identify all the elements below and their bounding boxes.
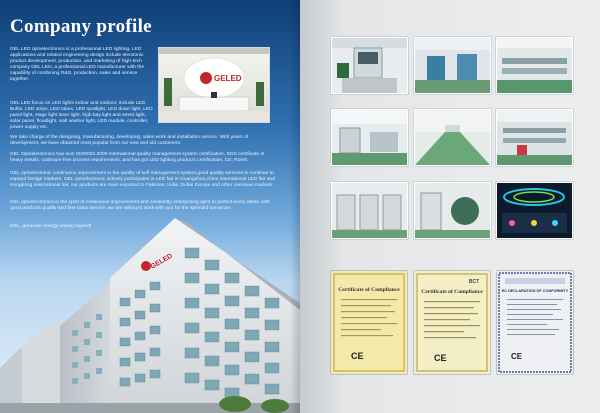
factory-photo-machine <box>331 37 408 94</box>
certificate-of-compliance-1 <box>331 271 407 374</box>
factory-photo-assembly <box>496 109 573 166</box>
cert-heading: EC DECLARATION OF CONFORMITY <box>501 289 569 293</box>
factory-photo-showroom <box>496 182 573 239</box>
cert-heading: Certificate of Compliance <box>338 287 400 293</box>
profile-paragraph: GEL, generate energy-saving legend! <box>10 224 92 229</box>
profile-paragraph: GEL LED focus on LED lights indoor and outdoor, include LED Bulbs, LED strips, LED tubes, LED spotlight, LED down light, LED panel light, stage light laser light, high bay light and street light, solar panel, floodlight, wall washer light, LED module, controller, power supply etc. <box>10 101 153 130</box>
profile-paragraph: GEL optoelectronic continuous improvement in the quality of self management system,good quality services to continue to expand foreign markets. GEL optoelectronic actively participates in LED fair in Guangzhou,china international LED fair and Hongkong international fair, our products are main exported to Pakistan, India, Dubai Europe and other overseas markets. <box>10 171 275 188</box>
profile-paragraph: GEL LED optoelectronics is a professional LED lighting, LED applications and related engineering design include electronic product development, production, and marketing of high-tech company GEL LED, a professional LED manufacturer with the capability of combining R&D, production, sales and service together. <box>10 47 145 82</box>
building-logo: GELED <box>149 252 174 271</box>
profile-paragraph: We take charge of the designing, manufacturing, developing, sales work and installation service. With years of development, we have obtained most popular from our new and old customers. <box>10 135 249 146</box>
facility-photos-page <box>300 0 600 413</box>
ec-declaration-of-conformity <box>497 271 573 374</box>
page-title: Company profile <box>10 16 152 37</box>
ce-mark: CE <box>434 353 447 363</box>
factory-photo-integrating-sphere <box>414 182 491 239</box>
factory-photo-warehouse <box>331 109 408 166</box>
certificate-of-compliance-2 <box>414 271 490 374</box>
reception-photo <box>158 47 270 123</box>
factory-photo-workshop <box>414 37 491 94</box>
ce-mark: CE <box>351 351 364 361</box>
ce-mark: CE <box>511 352 523 361</box>
factory-building-photo <box>0 218 300 413</box>
profile-paragraph: GEL Optoelectronics has won ISO9001:2000 international quality management system certification, SGS certificate of heavy metals, cadmium-free process requirements, and has got LED lighting products certification, CE, RoHS. <box>10 152 265 163</box>
factory-photo-production-line <box>496 37 573 94</box>
profile-paragraph: GEL optoelectronics in the spirit of continuous improvement and constantly enterprising spirit to perfect every detail, with good products quality and first-class service, we are willing to work with you for the splendid tomorrow. <box>10 200 270 211</box>
cert-heading: Certificate of Compliance <box>421 289 483 295</box>
reception-logo: GELED <box>214 74 242 83</box>
factory-photo-test-equipment <box>331 182 408 239</box>
cert-issuer: BCT <box>468 279 480 285</box>
factory-photo-corridor <box>414 109 491 166</box>
